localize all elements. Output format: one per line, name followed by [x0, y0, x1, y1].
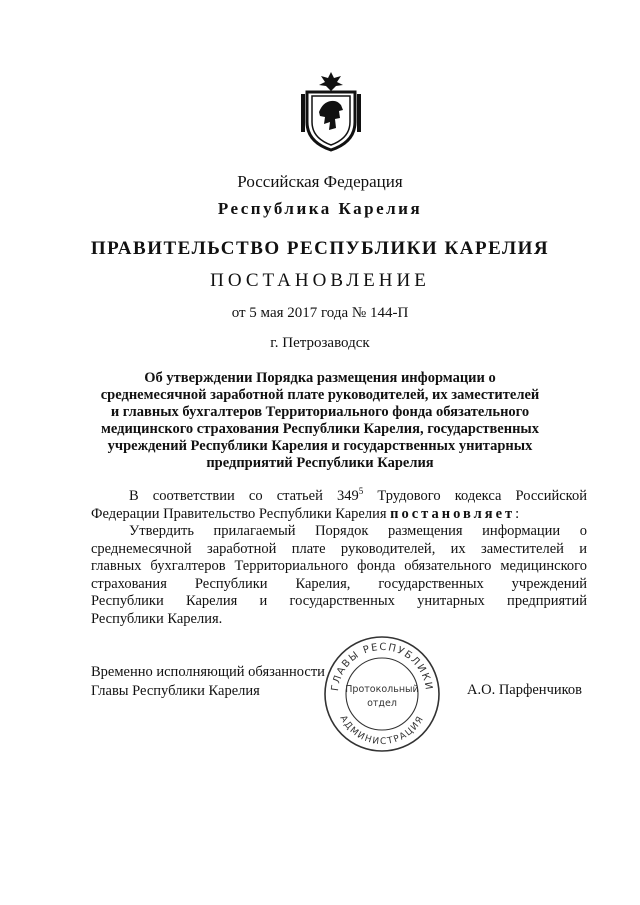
body-line: Республики Карелия.	[91, 610, 223, 627]
title-line: и главных бухгалтеров Территориального фонда обязательного	[110, 404, 530, 420]
preamble-text: В соответствии со статьей 349	[129, 488, 359, 504]
preamble-colon: :	[515, 505, 520, 522]
stamp-inner-line: отдел	[367, 698, 397, 709]
title-line: Об утверждении Порядка размещения информации о	[144, 370, 496, 386]
title-line: предприятий Республики Карелия	[206, 455, 434, 471]
official-stamp	[322, 634, 442, 754]
document-title	[96, 370, 544, 472]
stamp-outer-text: ГЛАВЫ РЕСПУБЛИКИ	[329, 641, 435, 692]
signatory-position	[91, 663, 325, 701]
body-line: главных бухгалтеров Территориального фонда обязательного медицинского	[91, 558, 587, 574]
document-type: ПОСТАНОВЛЕНИЕ	[210, 270, 430, 291]
stamp-inner-line: Протокольный	[345, 684, 419, 695]
preamble-text: Трудового кодекса Российской	[363, 488, 587, 504]
republic-name: Республика Карелия	[217, 199, 423, 218]
preamble-line-1	[91, 488, 587, 506]
document-city: г. Петрозаводск	[270, 335, 370, 351]
article-superscript: 5	[358, 486, 364, 497]
title-line: учреждений Республики Карелия и государственных унитарных	[107, 438, 533, 454]
resolves-word: постановляет	[390, 505, 516, 522]
position-line: Главы Республики Карелия	[91, 683, 260, 699]
body-line: Утвердить прилагаемый Порядок размещения информации о	[129, 523, 587, 539]
body-line: Республики Карелия и государственных унитарных предприятий	[91, 593, 587, 609]
government-name: ПРАВИТЕЛЬСТВО РЕСПУБЛИКИ КАРЕЛИЯ	[90, 238, 550, 259]
title-line: среднемесячной заработной плате руководителей, их заместителей	[100, 387, 540, 403]
document-date-number: от 5 мая 2017 года № 144-П	[231, 305, 409, 321]
stamp-lower-text: АДМИНИСТРАЦИЯ	[337, 714, 427, 748]
preamble-text: Федерации Правительство Республики Карелия	[91, 505, 391, 522]
body-line: страхования Республики Карелия, государственных учреждений	[91, 575, 587, 592]
document-body	[91, 488, 587, 628]
position-line: Временно исполняющий обязанности	[91, 664, 325, 680]
karelia-coat-of-arms-icon	[299, 72, 363, 152]
title-line: медицинского страхования Республики Карелия, государственных	[100, 421, 540, 437]
federation-name: Российская Федерация	[237, 172, 403, 191]
body-line: среднемесячной заработной плате руководителей, их заместителей и	[91, 540, 587, 557]
preamble-line-2	[91, 506, 587, 524]
signatory-name: А.О. Парфенчиков	[467, 682, 583, 698]
